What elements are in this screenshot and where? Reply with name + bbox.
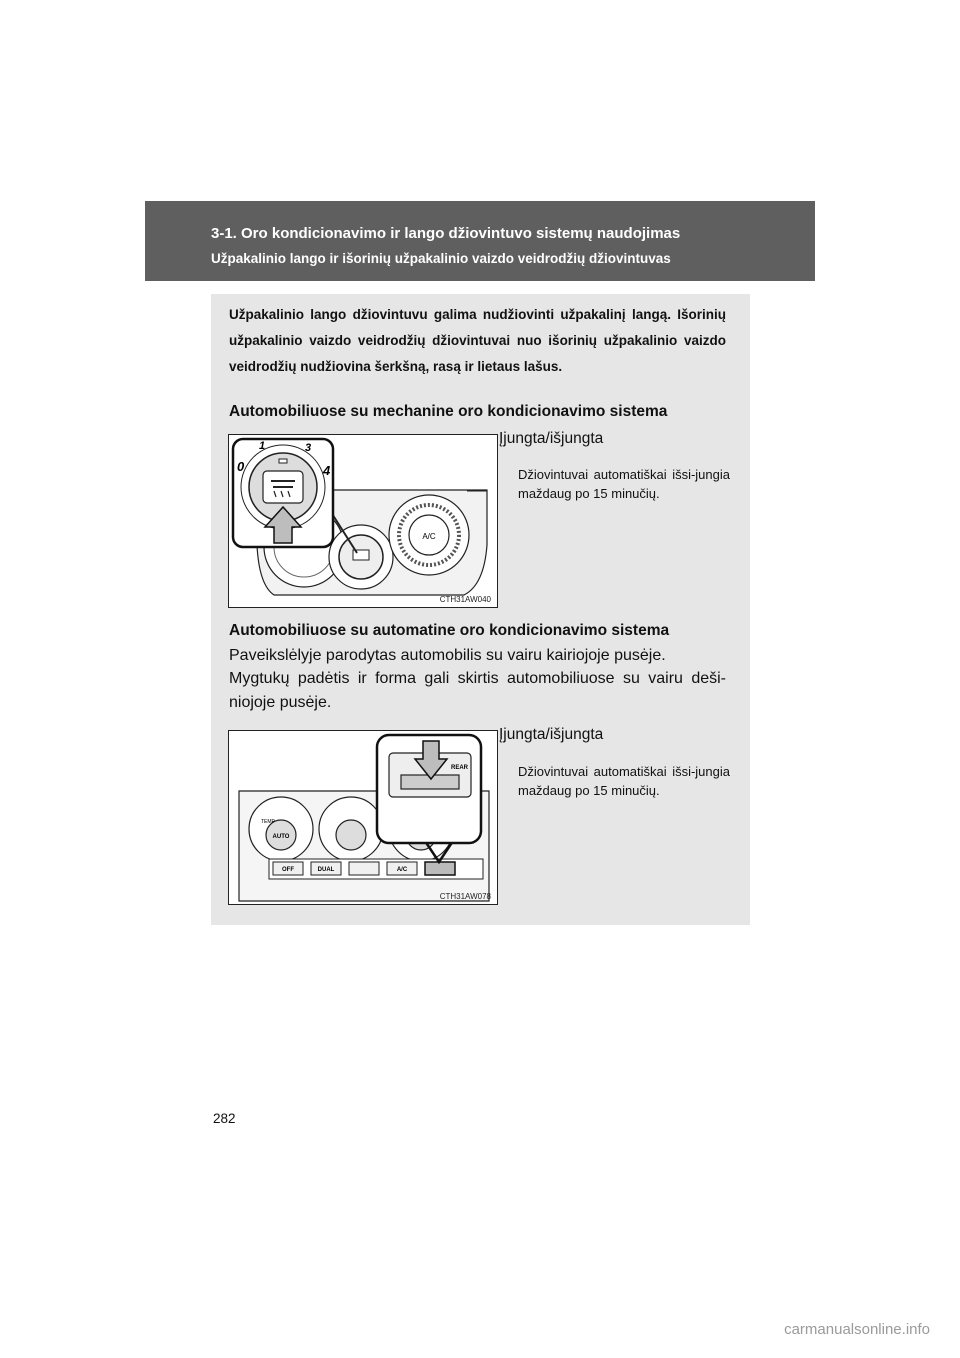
dual-button-label: DUAL	[317, 867, 335, 873]
auto-onoff-label: Įjungta/išjungta	[499, 726, 604, 743]
auto-para-2: Mygtukų padėtis ir forma gali skirtis automobiliuose su vairu deši-niojoje pusėje.	[229, 670, 726, 711]
content-panel	[211, 294, 750, 925]
auto-ac-illustration	[229, 731, 497, 904]
auto-para-1: Paveikslėlyje parodytas automobilis su vairu kairiojoje pusėje.	[229, 647, 666, 664]
auto-knob-label: AUTO	[272, 834, 290, 840]
manual-note: Džiovintuvai automatiškai išsi-jungia maždaug po 15 minučių.	[518, 467, 730, 501]
intro-paragraph: Užpakalinio lango džiovintuvu galima nudžiovinti užpakalinį langą. Išorinių užpakalinio vaizdo veidrodžių džiovintuvai nuo išorinių užpakalinio vaizdo veidrodžių nudžiovina šerkšną, rasą ir lietaus lašus.	[229, 307, 726, 374]
off-button-label: OFF	[282, 867, 294, 873]
figure-code: CTH31AW040	[439, 595, 491, 604]
auto-note: Džiovintuvai automatiškai išsi-jungia maždaug po 15 minučių.	[518, 764, 730, 798]
figure-code-2: CTH31AW078	[439, 892, 491, 901]
manual-ac-heading: Automobiliuose su mechanine oro kondicionavimo sistema	[229, 403, 668, 420]
ac-knob-label: A/C	[422, 532, 436, 541]
page-number: 282	[213, 1111, 236, 1126]
manual-onoff-label: Įjungta/išjungta	[499, 430, 604, 447]
section-title: Užpakalinio lango ir išorinių užpakalinio vaizdo veidrodžių džiovintuvas	[211, 251, 671, 266]
watermark: carmanualsonline.info	[784, 1321, 930, 1338]
auto-ac-figure	[228, 730, 498, 905]
auto-ac-heading: Automobiliuose su automatine oro kondicionavimo sistema	[229, 622, 670, 639]
chapter-header	[145, 201, 815, 281]
chapter-title: 3-1. Oro kondicionavimo ir lango džiovintuvo sistemų naudojimas	[211, 225, 681, 242]
ac-button-label: A/C	[396, 867, 408, 873]
dial-label-0: 0	[237, 459, 245, 474]
manual-ac-illustration	[229, 435, 497, 607]
temp-label: TEMP	[261, 819, 275, 825]
manual-ac-figure	[228, 434, 498, 608]
dial-label-1: 1	[259, 440, 266, 452]
dial-label-3: 3	[305, 442, 312, 454]
dial-label-4: 4	[323, 463, 331, 478]
rear-label: REAR	[451, 765, 469, 771]
